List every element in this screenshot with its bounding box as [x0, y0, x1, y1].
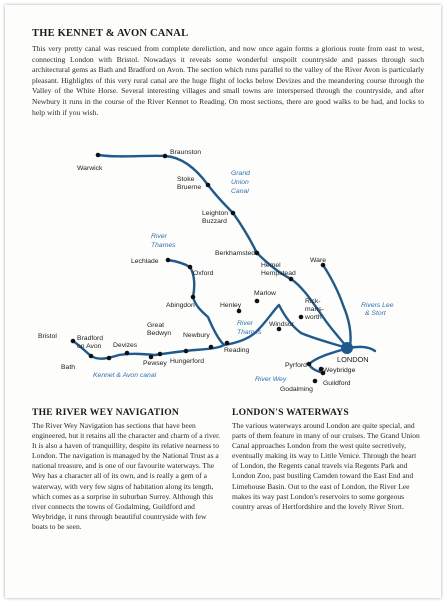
label-leighton-buzzard-1: Leighton	[202, 210, 229, 217]
label-braunston: Braunston	[170, 149, 201, 156]
town-dot-bradford-on-avon	[107, 356, 112, 361]
label-newbury: Newbury	[183, 332, 210, 339]
label-weybridge: Weybridge	[323, 367, 356, 374]
label-oxford: Oxford	[193, 270, 214, 277]
label-hungerford: Hungerford	[170, 358, 205, 365]
label-guildford: Guildford	[323, 380, 351, 387]
label-great-bedwyn-2: Bedwyn	[147, 330, 172, 337]
london-waterways-paragraph: The various waterways around London are quite special, and parts of them feature in many of our cruises. The Grand Union Canal approaches London from the west quite secretively, eventually making its way to Little Venice. Through the heart of London, the Regents canal travels via Regents Park and London Zoo, past bustling Camden toward the East End and Limehouse Basin. Out to the east of London, the River Lee makes its way past London's reservoirs to some gorgeous country areas of Hertfordshire and the lovely River Stort.	[232, 421, 420, 511]
kennet-avon-paragraph: This very pretty canal was rescued from complete dereliction, and now once again forms a glorious route from east to west, connecting London with Bristol. Nowadays it reveals some wonderful unspoilt countryside and passes through such architectural gems as Bath and Bradford on Avon. The section which runs parallel to the valley of the River Avon is particularly pleasant. Highlights of this very rural canal are the huge flight of locks below Devizes and the meandering course through the Valley of the White Horse. Several interesting villages and small towns are interspersed through the countryside, and after Newbury it runs in the course of the River Kennet to Reading. On most sections, there are good walks to be had, and locks to help with if you wish.	[32, 44, 424, 117]
river-wey-paragraph: The River Wey Navigation has sections that have been engineered, but it retains all the character and charm of a river. It is also a haven of tranquillity, despite its relative nearness to London. The navigation is managed by the National Trust as a national treasure, and is one of our favourite waterways. The Wey has a character all of its own, and is really a gem of a waterway, with very few signs of habitation along its length, which comes as a surprise in suburban Surrey. Although this river connects the towns of Godalming, Guildford and Weybridge, it runs through beautiful countryside with few boats to be seen.	[32, 421, 221, 531]
label-river-wey: River Wey	[255, 376, 287, 383]
label-rickmansworth-3: worth	[305, 314, 322, 321]
label-rickmansworth-1: Rick-	[305, 298, 321, 305]
london-hub-marker	[341, 342, 353, 354]
town-dot-devizes	[125, 351, 130, 356]
label-marlow: Marlow	[254, 290, 276, 297]
kennet-avon-heading: THE KENNET & AVON CANAL	[32, 28, 189, 39]
label-bradford-on-avon-2: on Avon	[77, 343, 102, 350]
label-warwick: Warwick	[77, 165, 103, 172]
town-dot-newbury	[209, 345, 214, 350]
town-dot-braunston	[163, 154, 168, 159]
town-dot-berkhamsted	[255, 251, 260, 256]
town-dot-abingdon	[191, 295, 196, 300]
label-rivers-lee-1: Rivers Lee	[361, 302, 394, 309]
label-bath: Bath	[61, 364, 75, 371]
river-wey-heading: THE RIVER WEY NAVIGATION	[32, 407, 180, 418]
label-stoke-bruerne-2: Bruerne	[177, 184, 202, 191]
label-hemel-hempstead-1: Hemel	[261, 262, 281, 269]
town-dot-hemel-hempstead	[289, 277, 294, 282]
label-windsor: Windsor	[269, 321, 294, 328]
label-leighton-buzzard-2: Buzzard	[202, 218, 227, 225]
label-kennet-avon-canal: Kennet & Avon canal	[93, 372, 157, 379]
label-hemel-hempstead-2: Hempstead	[261, 270, 296, 277]
label-river-thames-b2: Thames	[237, 329, 262, 336]
label-devizes: Devizes	[113, 342, 138, 349]
waterways-map	[5, 5, 441, 405]
label-river-thames-b1: River	[237, 320, 253, 327]
town-dot-godalming	[313, 379, 318, 384]
label-river-thames-2: Thames	[151, 242, 176, 249]
label-bristol: Bristol	[38, 333, 57, 340]
label-grand-union-3: Canal	[231, 188, 249, 195]
town-dot-bath	[89, 354, 94, 359]
label-rivers-lee-2: & Stort	[365, 310, 386, 317]
label-bradford-on-avon-1: Bradford	[77, 335, 104, 342]
label-grand-union-2: Union	[231, 179, 249, 186]
town-dot-leighton-buzzard	[231, 211, 236, 216]
label-pyrford: Pyrford	[285, 362, 307, 369]
town-dot-reading	[225, 341, 230, 346]
label-river-thames-1: River	[151, 233, 167, 240]
label-godalming: Godalming	[280, 386, 313, 393]
town-dot-hungerford	[184, 349, 189, 354]
london-waterways-heading: LONDON'S WATERWAYS	[232, 407, 349, 418]
town-dot-warwick	[96, 153, 101, 158]
label-great-bedwyn-1: Great	[147, 322, 164, 329]
label-stoke-bruerne-1: Stoke	[177, 176, 195, 183]
label-berkhamsted: Berkhamsted	[215, 250, 256, 257]
town-dot-lechlade	[166, 258, 171, 263]
town-dot-henley	[237, 309, 242, 314]
label-henley: Henley	[220, 302, 242, 309]
town-dot-marlow	[255, 299, 260, 304]
label-pewsey: Pewsey	[143, 360, 167, 367]
town-dot-stoke-bruerne	[206, 183, 211, 188]
town-dot-great-bedwyn	[158, 352, 163, 357]
town-dot-pewsey	[149, 355, 154, 360]
label-ware: Ware	[310, 257, 326, 264]
label-lechlade: Lechlade	[131, 258, 159, 265]
label-grand-union-1: Grand	[231, 170, 250, 177]
town-dot-oxford	[188, 265, 193, 270]
label-reading: Reading	[224, 347, 250, 354]
label-abingdon: Abingdon	[166, 302, 195, 309]
label-rickmansworth-2: mans-	[305, 306, 324, 313]
town-dot-bristol	[71, 339, 76, 344]
town-dot-pyrford	[307, 362, 312, 367]
town-dot-rickmansworth	[299, 315, 304, 320]
brochure-page	[5, 5, 441, 598]
label-london: LONDON	[337, 355, 369, 364]
